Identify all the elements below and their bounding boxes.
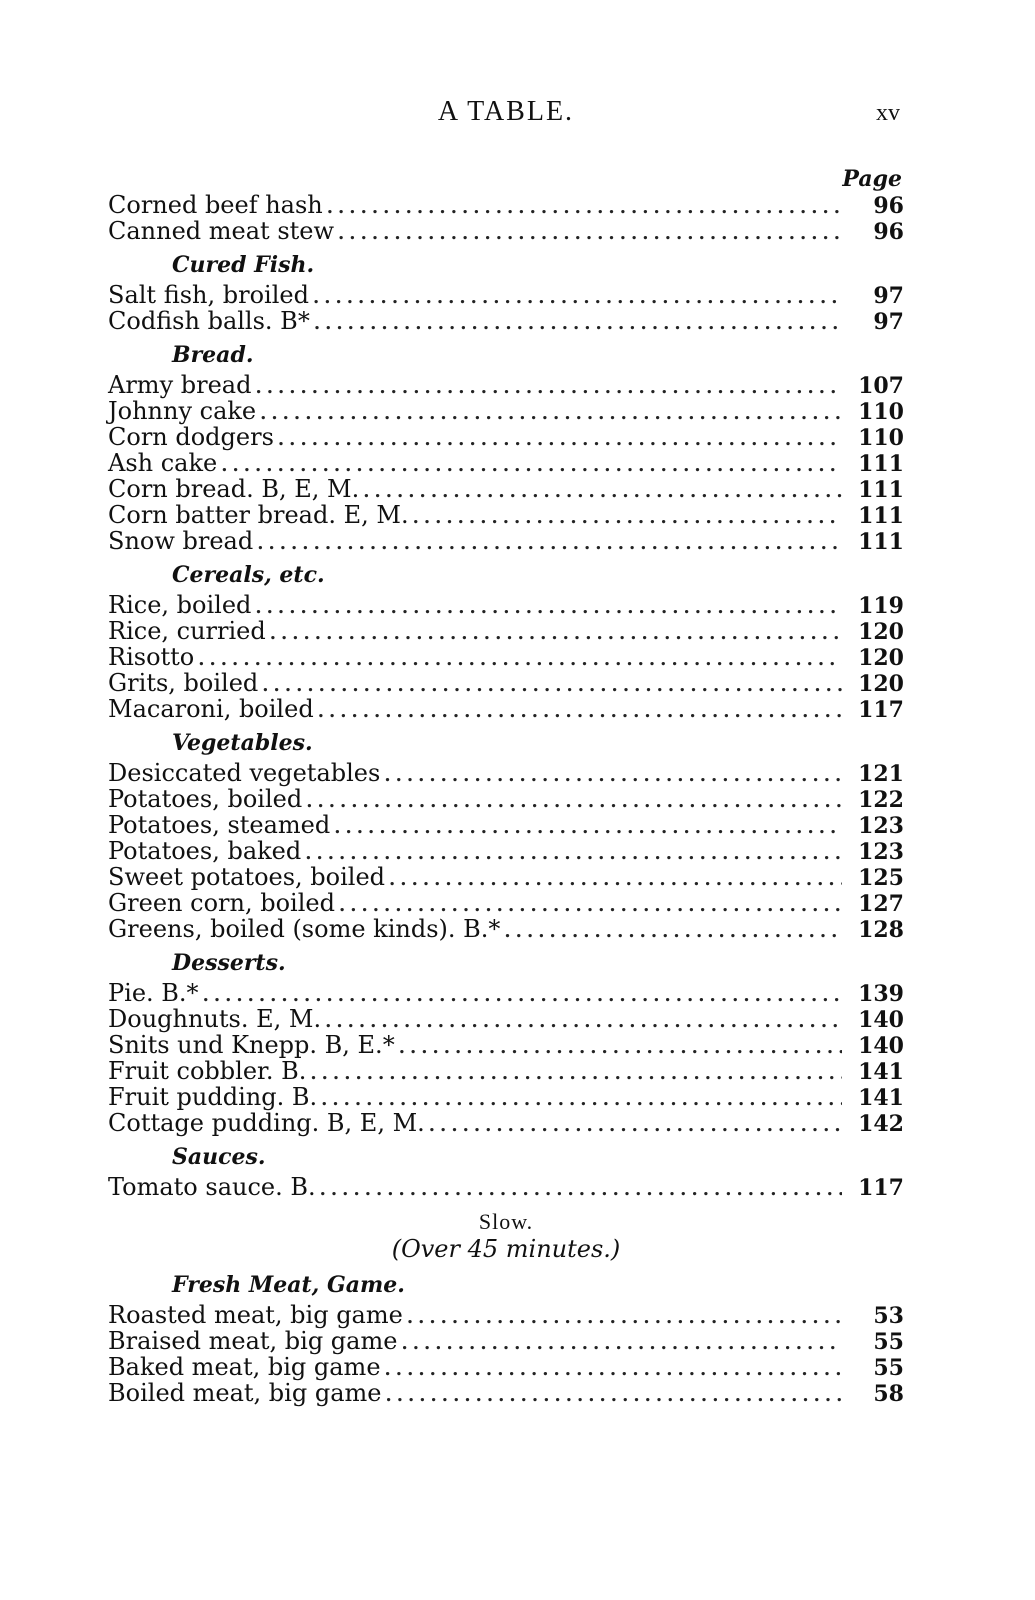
entry-page-number: 125 xyxy=(858,865,904,891)
list-item xyxy=(108,308,904,334)
entry-page-number: 111 xyxy=(858,529,904,555)
dot-leader xyxy=(399,1035,842,1061)
page-column-label: Page xyxy=(842,166,902,192)
entry-page-number: 55 xyxy=(873,1329,904,1355)
list-item xyxy=(108,1302,904,1328)
entry-label: Snow bread xyxy=(108,527,254,555)
entry-label: Johnny cake xyxy=(108,397,257,425)
list-item xyxy=(108,980,904,1006)
entry-page-number: 121 xyxy=(858,761,904,787)
entry-label: Macaroni, boiled xyxy=(108,695,314,723)
entry-page-number: 141 xyxy=(858,1085,904,1111)
list-item xyxy=(108,864,904,890)
entry-label: Rice, boiled xyxy=(108,591,252,619)
dot-leader xyxy=(325,1009,842,1035)
entry-label: Corn dodgers xyxy=(108,423,274,451)
entry-page-number: 96 xyxy=(873,193,904,219)
dot-leader xyxy=(363,479,842,505)
entry-label: Fruit cobbler. B. xyxy=(108,1057,307,1085)
list-item xyxy=(108,1110,904,1136)
dot-leader xyxy=(255,375,842,401)
entry-page-number: 110 xyxy=(858,399,904,425)
entry-page-number: 140 xyxy=(858,1033,904,1059)
entry-label: Fruit pudding. B. xyxy=(108,1083,318,1111)
list-item xyxy=(108,1380,904,1406)
entry-label: Doughnuts. E, M. xyxy=(108,1005,322,1033)
entry-label: Canned meat stew xyxy=(108,217,335,245)
entry-page-number: 120 xyxy=(858,671,904,697)
list-item xyxy=(108,192,904,218)
entry-page-number: 120 xyxy=(858,645,904,671)
list-item xyxy=(108,424,904,450)
dot-leader xyxy=(385,1357,842,1383)
entry-label: Braised meat, big game xyxy=(108,1327,398,1355)
dot-leader xyxy=(306,789,842,815)
entry-page-number: 97 xyxy=(873,283,904,309)
list-item xyxy=(108,450,904,476)
part-heading: Slow. xyxy=(478,1209,534,1234)
entry-label: Corn bread. B, E, M. xyxy=(108,475,360,503)
dot-leader xyxy=(384,763,842,789)
dot-leader xyxy=(504,919,842,945)
list-item xyxy=(108,890,904,916)
dot-leader xyxy=(407,1305,842,1331)
entry-label: Rice, curried xyxy=(108,617,266,645)
running-head xyxy=(112,96,900,136)
dot-leader xyxy=(338,221,842,247)
list-item xyxy=(108,670,904,696)
entry-page-number: 119 xyxy=(858,593,904,619)
entry-label: Greens, boiled (some kinds). B.* xyxy=(108,915,501,943)
section-heading: Sauces. xyxy=(172,1144,266,1170)
entry-page-number: 107 xyxy=(858,373,904,399)
list-item xyxy=(108,644,904,670)
entry-page-number: 127 xyxy=(858,891,904,917)
list-item xyxy=(108,1006,904,1032)
entry-label: Green corn, boiled xyxy=(108,889,335,917)
entry-label: Snits und Knepp. B, E.* xyxy=(108,1031,395,1059)
entry-label: Roasted meat, big game xyxy=(108,1301,403,1329)
entry-label: Army bread xyxy=(108,371,252,399)
dot-leader xyxy=(334,815,842,841)
entry-label: Codfish balls. B* xyxy=(108,307,310,335)
entry-page-number: 139 xyxy=(858,981,904,1007)
list-item xyxy=(108,812,904,838)
list-item xyxy=(108,618,904,644)
entry-label: Pie. B.* xyxy=(108,979,199,1007)
list-item xyxy=(108,1058,904,1084)
list-item xyxy=(108,476,904,502)
entry-page-number: 120 xyxy=(858,619,904,645)
list-item xyxy=(108,696,904,722)
entry-page-number: 96 xyxy=(873,219,904,245)
entry-page-number: 97 xyxy=(873,309,904,335)
section-heading: Fresh Meat, Game. xyxy=(172,1272,405,1298)
page-title: A TABLE. xyxy=(437,96,575,127)
section-heading: Cured Fish. xyxy=(172,252,315,278)
entry-label: Sweet potatoes, boiled xyxy=(108,863,386,891)
list-item xyxy=(108,760,904,786)
entry-label: Grits, boiled xyxy=(108,669,259,697)
entry-page-number: 117 xyxy=(858,697,904,723)
part-subheading: (Over 45 minutes.) xyxy=(391,1235,621,1263)
entry-page-number: 122 xyxy=(858,787,904,813)
table-of-dishes xyxy=(108,166,904,1406)
entry-label: Potatoes, boiled xyxy=(108,785,303,813)
entry-label: Boiled meat, big game xyxy=(108,1379,382,1407)
list-item xyxy=(108,1354,904,1380)
entry-label: Risotto xyxy=(108,643,195,671)
entry-page-number: 141 xyxy=(858,1059,904,1085)
list-item xyxy=(108,1084,904,1110)
section-heading: Vegetables. xyxy=(172,730,313,756)
dot-leader xyxy=(255,595,842,621)
entry-label: Potatoes, baked xyxy=(108,837,302,865)
entry-label: Corn batter bread. E, M. xyxy=(108,501,409,529)
list-item xyxy=(108,502,904,528)
dot-leader xyxy=(313,285,842,311)
dot-leader xyxy=(305,841,842,867)
entry-page-number: 117 xyxy=(858,1175,904,1201)
list-item xyxy=(108,592,904,618)
dot-leader xyxy=(389,867,842,893)
list-item xyxy=(108,786,904,812)
page-folio: xv xyxy=(876,100,900,126)
dot-leader xyxy=(401,1331,842,1357)
entry-page-number: 58 xyxy=(873,1381,904,1407)
entry-page-number: 55 xyxy=(873,1355,904,1381)
list-item xyxy=(108,282,904,308)
list-item xyxy=(108,372,904,398)
dot-leader xyxy=(327,195,842,221)
dot-leader xyxy=(198,647,842,673)
dot-leader xyxy=(257,531,842,557)
entry-page-number: 123 xyxy=(858,839,904,865)
list-item xyxy=(108,1328,904,1354)
section-heading: Desserts. xyxy=(172,950,286,976)
list-item xyxy=(108,916,904,942)
dot-leader xyxy=(413,505,842,531)
entry-page-number: 111 xyxy=(858,503,904,529)
entry-page-number: 53 xyxy=(873,1303,904,1329)
entry-page-number: 140 xyxy=(858,1007,904,1033)
entry-page-number: 128 xyxy=(858,917,904,943)
list-item xyxy=(108,1032,904,1058)
section-heading: Cereals, etc. xyxy=(172,562,325,588)
entry-page-number: 111 xyxy=(858,451,904,477)
entry-page-number: 111 xyxy=(858,477,904,503)
list-item xyxy=(108,218,904,244)
entry-label: Cottage pudding. B, E, M. xyxy=(108,1109,425,1137)
dot-leader xyxy=(429,1113,842,1139)
entry-list xyxy=(108,192,904,1406)
entry-label: Desiccated vegetables xyxy=(108,759,381,787)
entry-label: Salt fish, broiled xyxy=(108,281,309,309)
entry-label: Tomato sauce. B. xyxy=(108,1173,316,1201)
entry-page-number: 110 xyxy=(858,425,904,451)
dot-leader xyxy=(278,427,842,453)
dot-leader xyxy=(310,1061,842,1087)
entry-label: Ash cake xyxy=(108,449,218,477)
dot-leader xyxy=(385,1383,842,1409)
list-item xyxy=(108,528,904,554)
entry-page-number: 142 xyxy=(858,1111,904,1137)
dot-leader xyxy=(270,621,842,647)
entry-page-number: 123 xyxy=(858,813,904,839)
entry-label: Potatoes, steamed xyxy=(108,811,331,839)
dot-leader xyxy=(318,699,842,725)
section-heading: Bread. xyxy=(172,342,254,368)
dot-leader xyxy=(314,311,842,337)
list-item xyxy=(108,398,904,424)
entry-label: Baked meat, big game xyxy=(108,1353,381,1381)
dot-leader xyxy=(260,401,842,427)
dot-leader xyxy=(320,1177,842,1203)
dot-leader xyxy=(262,673,842,699)
list-item xyxy=(108,1174,904,1200)
entry-label: Corned beef hash xyxy=(108,191,323,219)
list-item xyxy=(108,838,904,864)
